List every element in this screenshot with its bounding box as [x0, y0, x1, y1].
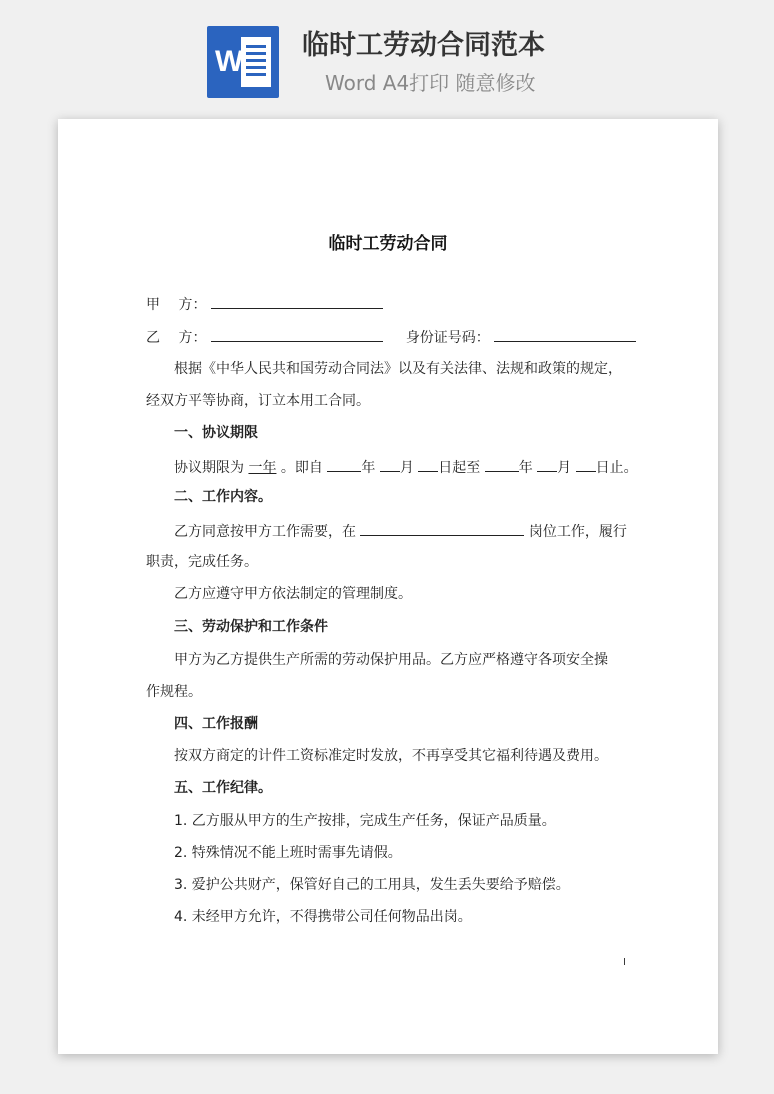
start-year-blank[interactable] [327, 456, 361, 472]
section-4-line-1: 按双方商定的计件工资标准定时发放，不再享受其它福利待遇及费用。 [174, 748, 608, 764]
section-2-line-3: 乙方应遵守甲方依法制定的管理制度。 [174, 586, 412, 602]
party-b-row [146, 326, 636, 348]
section-2-heading: 二、工作内容。 [174, 489, 272, 505]
party-a-label: 甲 方： [146, 297, 207, 313]
banner-subtitle: Word A4打印 随意修改 [325, 71, 536, 95]
start-day-label: 日起至 [438, 460, 481, 476]
term-value[interactable]: 一年 [248, 460, 277, 476]
intro-line-1: 根据《中华人民共和国劳动合同法》以及有关法律、法规和政策的规定， [174, 361, 622, 377]
end-day-blank[interactable] [576, 456, 596, 472]
section-2-line-1 [174, 520, 627, 542]
banner-header [0, 0, 774, 110]
section-4-heading: 四、工作报酬 [174, 716, 258, 732]
end-year-blank[interactable] [485, 456, 519, 472]
banner-title: 临时工劳动合同范本 [302, 30, 545, 61]
work-text-b: 岗位工作，履行 [528, 524, 627, 540]
end-year-label: 年 [518, 460, 533, 476]
position-blank[interactable] [360, 520, 524, 536]
discipline-item-1: 1. 乙方服从甲方的生产按排，完成生产任务，保证产品质量。 [174, 813, 556, 829]
party-a-row [146, 293, 383, 315]
section-3-line-1: 甲方为乙方提供生产所需的劳动保护用品。乙方应严格遵守各项安全操 [174, 652, 608, 668]
party-b-blank[interactable] [211, 326, 383, 342]
id-number-blank[interactable] [494, 326, 636, 342]
id-number-label: 身份证号码： [405, 330, 490, 346]
end-month-label: 月 [557, 460, 572, 476]
work-text-a: 乙方同意按甲方工作需要，在 [174, 524, 356, 540]
page-number: I [623, 957, 626, 968]
document-page [58, 119, 718, 1054]
discipline-item-2: 2. 特殊情况不能上班时需事先请假。 [174, 845, 402, 861]
party-b-label: 乙 方： [146, 330, 207, 346]
intro-line-2: 经双方平等协商，订立本用工合同。 [146, 393, 370, 409]
start-month-label: 月 [399, 460, 414, 476]
section-5-heading: 五、工作纪律。 [174, 780, 272, 796]
section-3-line-2: 作规程。 [146, 684, 202, 700]
start-month-blank[interactable] [380, 456, 400, 472]
document-title: 临时工劳动合同 [328, 234, 448, 254]
section-2-line-2: 职责，完成任务。 [146, 554, 258, 570]
section-1-term-row [174, 456, 638, 478]
party-a-blank[interactable] [211, 293, 383, 309]
section-3-heading: 三、劳动保护和工作条件 [174, 619, 328, 635]
discipline-item-4: 4. 未经甲方允许，不得携带公司任何物品出岗。 [174, 909, 472, 925]
term-text-b: 。即自 [280, 460, 323, 476]
discipline-item-3: 3. 爱护公共财产，保管好自己的工用具，发生丢失要给予赔偿。 [174, 877, 570, 893]
start-year-label: 年 [361, 460, 376, 476]
start-day-blank[interactable] [418, 456, 438, 472]
end-day-label: 日止。 [595, 460, 638, 476]
term-text-a: 协议期限为 [174, 460, 244, 476]
word-document-icon [207, 26, 279, 98]
end-month-blank[interactable] [537, 456, 557, 472]
word-icon-letter: W [215, 45, 244, 78]
section-1-heading: 一、协议期限 [174, 425, 258, 441]
